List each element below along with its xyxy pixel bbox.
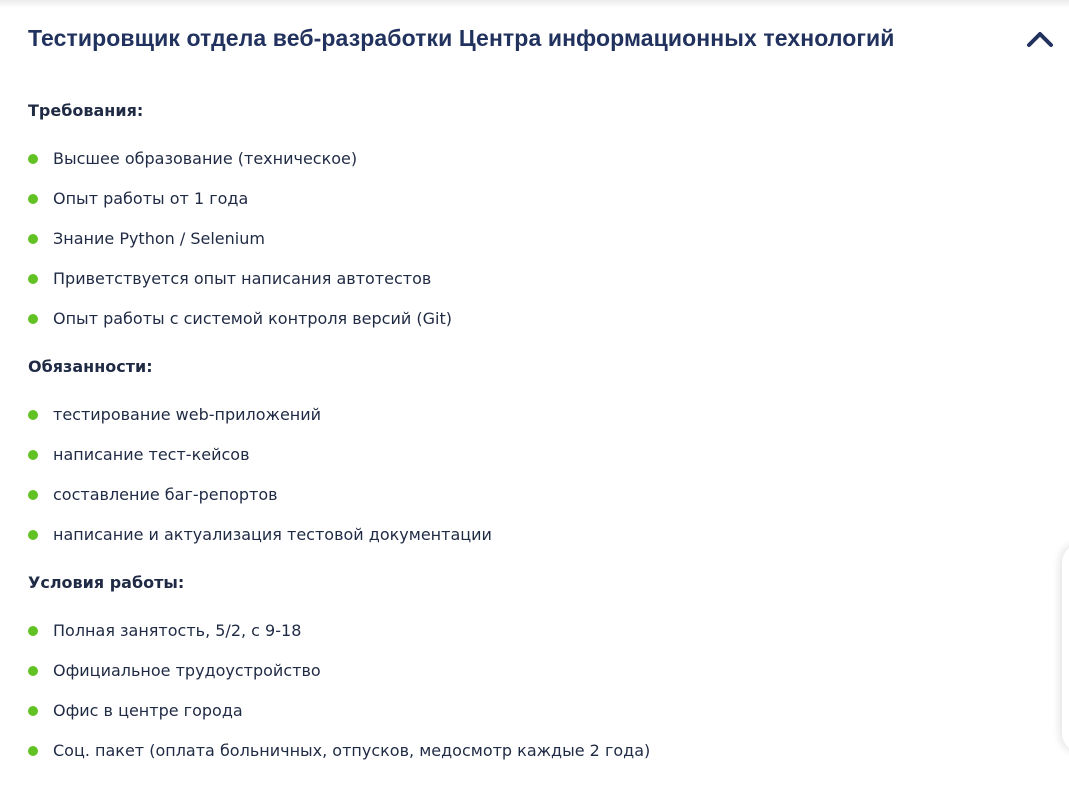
list-item	[28, 146, 1028, 172]
list-item-text: Опыт работы с системой контроля версий (Git)	[53, 309, 452, 328]
bullet-dot	[28, 746, 38, 756]
list-item	[28, 482, 1028, 508]
bullet-dot	[28, 314, 38, 324]
conditions-list	[28, 618, 1028, 764]
bullet-dot	[28, 194, 38, 204]
bullet-dot	[28, 154, 38, 164]
bullet-dot	[28, 450, 38, 460]
top-edge-shadow	[0, 0, 1069, 8]
bullet-dot	[28, 706, 38, 716]
list-item	[28, 306, 1028, 332]
list-item	[28, 266, 1028, 292]
list-item	[28, 698, 1028, 724]
list-item	[28, 522, 1028, 548]
bullet-dot	[28, 234, 38, 244]
requirements-list	[28, 146, 1028, 332]
list-item-text: написание тест-кейсов	[53, 445, 250, 464]
bullet-dot	[28, 626, 38, 636]
list-item-text: Официальное трудоустройство	[53, 661, 321, 680]
vacancy-accordion-header[interactable]	[28, 22, 1058, 56]
list-item-text: написание и актуализация тестовой документации	[53, 525, 492, 544]
bullet-dot	[28, 666, 38, 676]
list-item	[28, 442, 1028, 468]
list-item	[28, 658, 1028, 684]
section-heading-conditions: Условия работы:	[28, 573, 185, 592]
side-panel-edge	[1062, 543, 1069, 753]
list-item-text: Соц. пакет (оплата больничных, отпусков, медосмотр каждые 2 года)	[53, 741, 651, 760]
bullet-dot	[28, 530, 38, 540]
list-item-text: Офис в центре города	[53, 701, 243, 720]
list-item	[28, 738, 1028, 764]
list-item-text: составление баг-репортов	[53, 485, 278, 504]
list-item-text: Знание Python / Selenium	[53, 229, 265, 248]
list-item-text: Высшее образование (техническое)	[53, 149, 358, 168]
bullet-dot	[28, 274, 38, 284]
section-heading-requirements: Требования:	[28, 101, 144, 120]
list-item	[28, 402, 1028, 428]
list-item	[28, 186, 1028, 212]
list-item-text: Опыт работы от 1 года	[53, 189, 249, 208]
list-item-text: Полная занятость, 5/2, с 9-18	[53, 621, 302, 640]
list-item-text: тестирование web-приложений	[53, 405, 322, 424]
list-item-text: Приветствуется опыт написания автотестов	[53, 269, 432, 288]
list-item	[28, 618, 1028, 644]
list-item	[28, 226, 1028, 252]
bullet-dot	[28, 410, 38, 420]
duties-list	[28, 402, 1028, 548]
chevron-up-icon[interactable]	[1026, 26, 1054, 52]
bullet-dot	[28, 490, 38, 500]
section-heading-duties: Обязанности:	[28, 357, 153, 376]
vacancy-details	[28, 98, 1028, 786]
vacancy-title: Тестировщик отдела веб-разработки Центра информационных технологий	[28, 25, 895, 51]
